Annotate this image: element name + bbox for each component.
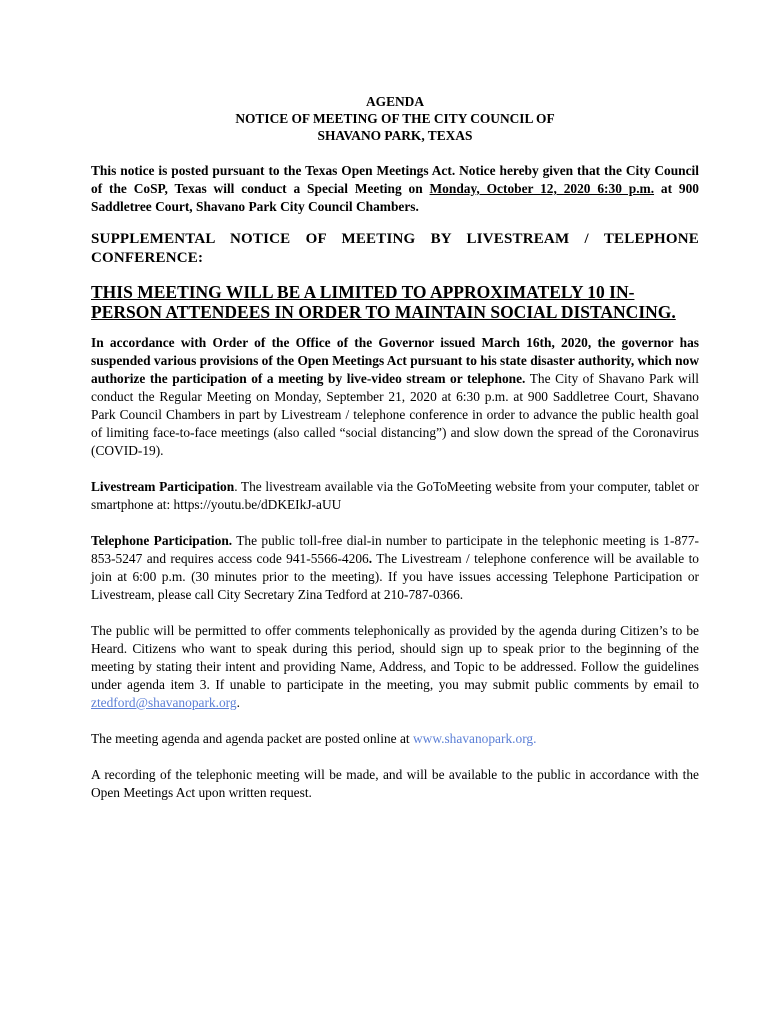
meeting-date: Monday, October 12, 2020 6:30 p.m.: [429, 181, 655, 196]
limited-attendance-heading: THIS MEETING WILL BE A LIMITED TO APPROXIMATELY 10 IN-PERSON ATTENDEES IN ORDER TO MAINTAIN SOCIAL DISTANCING.: [91, 282, 676, 322]
public-comment-end: .: [236, 695, 240, 710]
livestream-label: Livestream Participation: [91, 479, 235, 494]
telephone-paragraph: [91, 532, 699, 604]
intro-text-b: at 900 Saddletree Court, Shavano Park City Council Chambers.: [91, 181, 700, 214]
supplemental-heading: SUPPLEMENTAL NOTICE OF MEETING BY LIVESTREAM / TELEPHONE CONFERENCE:: [91, 231, 699, 266]
public-comment-paragraph: [91, 622, 699, 712]
intro-text-a: This notice is posted pursuant to the Texas Open Meetings Act. Notice hereby given that the City Council of the CoSP, Texas will conduct a Special Meeting on: [91, 163, 699, 196]
livestream-paragraph: [91, 478, 699, 514]
notice-document: [91, 93, 699, 802]
telephone-period: .: [368, 551, 373, 566]
accordance-paragraph: [91, 334, 699, 460]
recording-paragraph: A recording of the telephonic meeting will be made, and will be available to the public in accordance with the Open Meetings Act upon written request.: [91, 767, 699, 800]
telephone-label: Telephone Participation.: [91, 533, 233, 548]
email-link[interactable]: ztedford@shavanopark.org: [91, 695, 237, 710]
intro-paragraph: [91, 162, 699, 216]
accordance-bold-text: In accordance with Order of the Office of the Governor issued March 16th, 2020, the governor has suspended various provisions of the Open Meetings Act pursuant to his state disaster authority, which now authorize the participation of a meeting by live-video stream or telephone.: [91, 335, 699, 386]
header-agenda: AGENDA: [365, 94, 425, 109]
header-city-line: SHAVANO PARK, TEXAS: [317, 128, 473, 143]
livestream-text: . The livestream available via the GoToMeeting website from your computer, tablet or smartphone at: https://youtu.be/dDKEIkJ-aUU: [91, 479, 699, 512]
agenda-posted-text: The meeting agenda and agenda packet are posted online at: [91, 731, 413, 746]
agenda-posted-paragraph: [91, 730, 699, 748]
header-notice-line: NOTICE OF MEETING OF THE CITY COUNCIL OF: [235, 111, 555, 126]
website-link[interactable]: www.shavanopark.org.: [412, 731, 537, 746]
document-header: [91, 93, 699, 144]
accordance-regular-text: The City of Shavano Park will conduct the Regular Meeting on Monday, September 21, 2020 at 6:30 p.m. at 900 Saddletree Court, Shavano Park Council Chambers in part by Livestream / telephone conference in order to advance the public health goal of limiting face-to-face meetings (also called “social distancing”) and slow down the spread of the Coronavirus (COVID-19).: [91, 371, 699, 458]
public-comment-text: The public will be permitted to offer comments telephonically as provided by the agenda during Citizen’s to be Heard. Citizens who want to speak during this period, should sign up to speak prior to the beginning of the meeting by stating their intent and providing Name, Address, and Topic to be addressed. Follow the guidelines under agenda item 3. If unable to participate in the meeting, you may submit public comments by email to: [91, 623, 699, 692]
telephone-text-a: The public toll-free dial-in number to participate in the telephonic meeting is 1-877-853-5247 and requires access code 941-5566-4206: [91, 533, 699, 566]
telephone-text-b: The Livestream / telephone conference will be available to join at 6:00 p.m. (30 minutes prior to the meeting). If you have issues accessing Telephone Participation or Livestream, please call City Secretary Zina Tedford at 210-787-0366.: [91, 551, 699, 602]
